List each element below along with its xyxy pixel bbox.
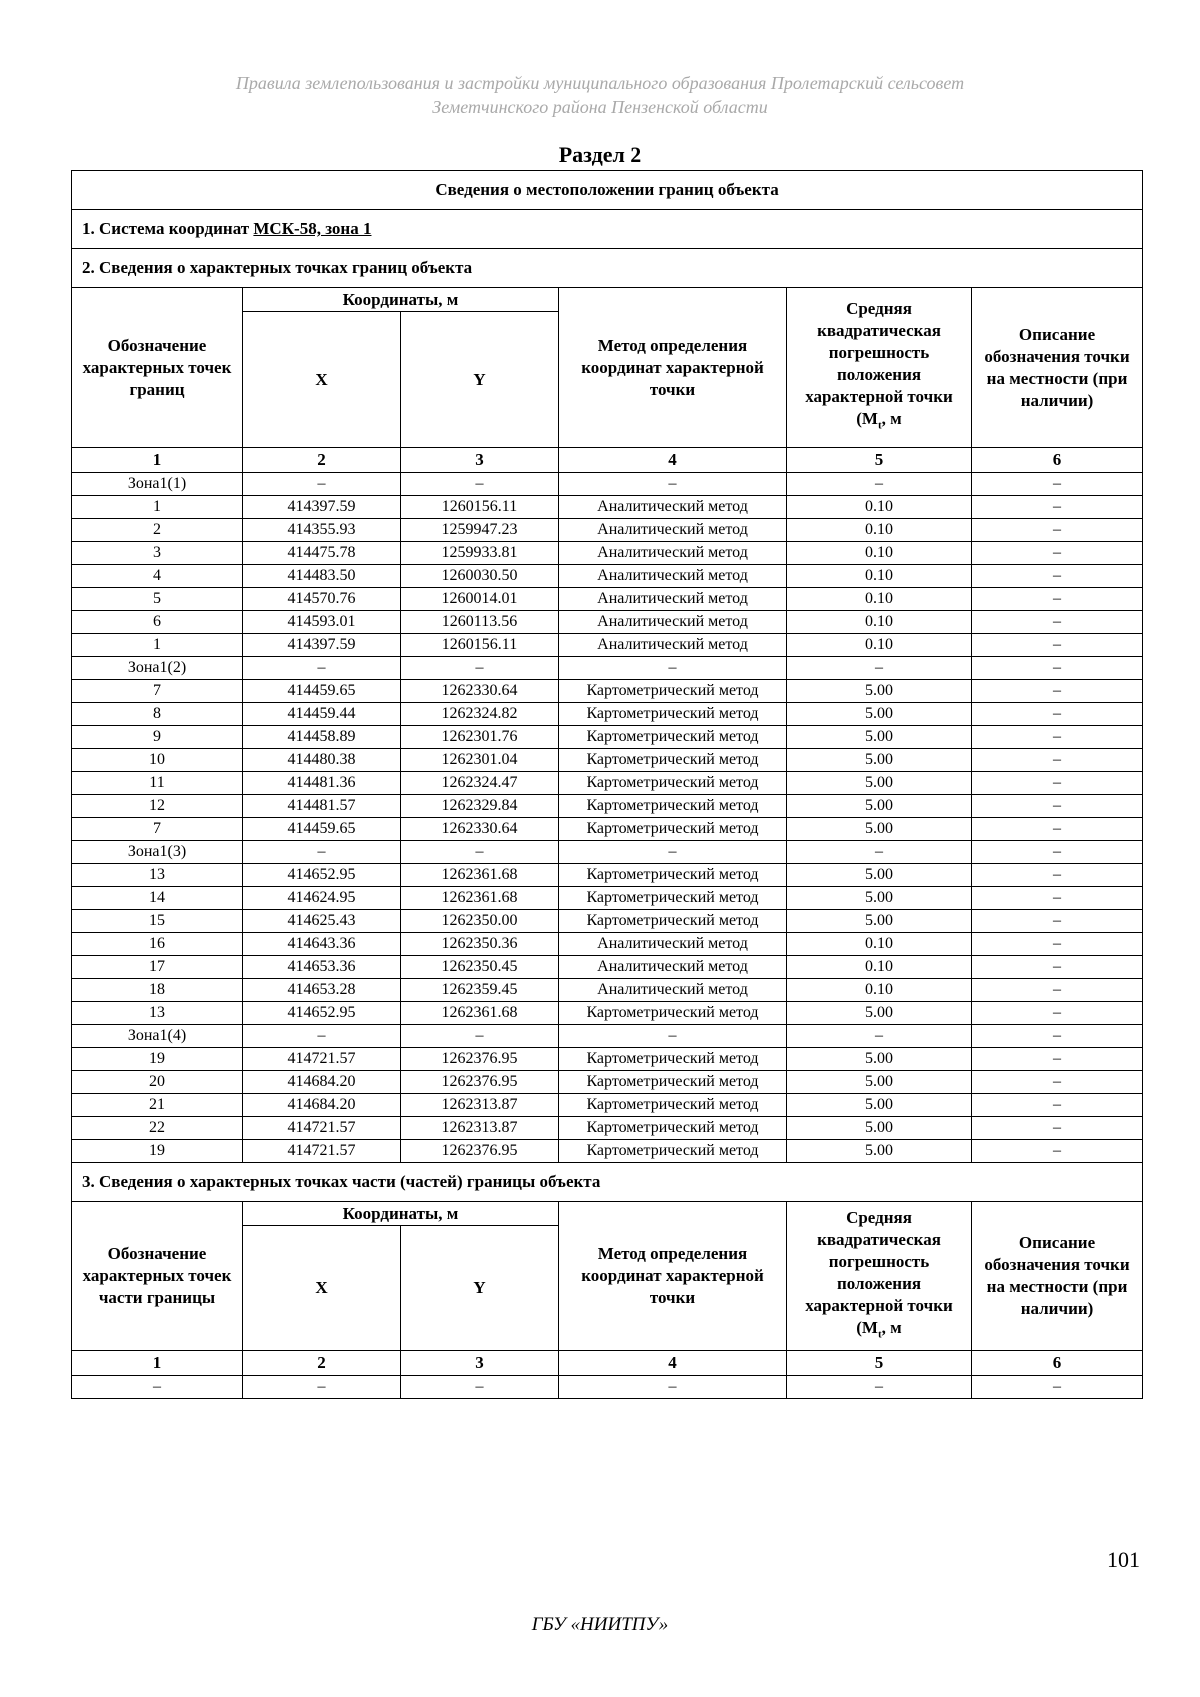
table-row <box>72 588 1143 611</box>
method-cell: Аналитический метод <box>559 634 787 657</box>
table-row <box>72 611 1143 634</box>
parts-point-designation-cell: – <box>72 1376 243 1399</box>
error-cell: 0.10 <box>787 542 972 565</box>
coordinate-system-label: 1. Система координат <box>82 219 250 238</box>
coord-x-cell: – <box>243 841 401 864</box>
method-cell: Картометрический метод <box>559 1002 787 1025</box>
coord-x-cell: 414459.65 <box>243 818 401 841</box>
coord-x-cell: – <box>243 473 401 496</box>
method-cell: – <box>559 473 787 496</box>
point-designation-cell: 20 <box>72 1071 243 1094</box>
error-cell: – <box>787 657 972 680</box>
coord-y-cell: 1262313.87 <box>401 1094 559 1117</box>
point-designation-cell: Зона1(1) <box>72 473 243 496</box>
coord-x-cell: 414483.50 <box>243 565 401 588</box>
point-designation-cell: Зона1(4) <box>72 1025 243 1048</box>
coord-x-cell: 414652.95 <box>243 1002 401 1025</box>
method-cell: Картометрический метод <box>559 726 787 749</box>
error-cell: 0.10 <box>787 611 972 634</box>
coord-y-cell: 1262301.04 <box>401 749 559 772</box>
parts-section-title: 3. Сведения о характерных точках части (частей) границы объекта <box>72 1163 1143 1202</box>
coord-x-cell: 414475.78 <box>243 542 401 565</box>
method-cell: Аналитический метод <box>559 956 787 979</box>
error-cell: 5.00 <box>787 726 972 749</box>
section-title: Раздел 2 <box>558 142 642 167</box>
running-header-line-1: Правила землепользования и застройки муниципального образования Пролетарский сельсовет <box>235 73 965 93</box>
parts-col-number: 5 <box>787 1351 972 1376</box>
coord-y-cell: 1262376.95 <box>401 1140 559 1163</box>
coord-x-cell: 414721.57 <box>243 1140 401 1163</box>
col-header-y: Y <box>401 312 559 448</box>
table-caption: Сведения о местоположении границ объекта <box>72 171 1143 210</box>
point-designation-cell: 13 <box>72 1002 243 1025</box>
coord-x-cell: 414624.95 <box>243 887 401 910</box>
coord-y-cell: 1262313.87 <box>401 1117 559 1140</box>
table-row <box>72 910 1143 933</box>
coord-x-cell: 414459.44 <box>243 703 401 726</box>
point-designation-cell: 2 <box>72 519 243 542</box>
col-header-description: Описание обозначения точки на местности (при наличии) <box>972 288 1143 448</box>
error-cell: 0.10 <box>787 496 972 519</box>
coord-x-cell: 414684.20 <box>243 1071 401 1094</box>
method-cell: Картометрический метод <box>559 1117 787 1140</box>
coord-x-cell: 414481.57 <box>243 795 401 818</box>
table-row <box>72 979 1143 1002</box>
table-row <box>72 1140 1143 1163</box>
table-row <box>72 933 1143 956</box>
coord-x-cell: 414721.57 <box>243 1048 401 1071</box>
point-designation-cell: 18 <box>72 979 243 1002</box>
coord-y-cell: 1259947.23 <box>401 519 559 542</box>
coord-x-cell: 414684.20 <box>243 1094 401 1117</box>
table-row <box>72 1002 1143 1025</box>
error-cell: 5.00 <box>787 1117 972 1140</box>
method-cell: Картометрический метод <box>559 1094 787 1117</box>
coord-y-cell: 1262350.45 <box>401 956 559 979</box>
description-cell: – <box>972 542 1143 565</box>
table-row <box>72 473 1143 496</box>
description-cell: – <box>972 818 1143 841</box>
footer-organization: ГБУ «НИИТПУ» <box>531 1614 669 1635</box>
table-row <box>72 1025 1143 1048</box>
description-cell: – <box>972 772 1143 795</box>
coord-x-cell: 414652.95 <box>243 864 401 887</box>
table-row <box>72 795 1143 818</box>
point-designation-cell: Зона1(2) <box>72 657 243 680</box>
method-cell: Аналитический метод <box>559 565 787 588</box>
method-cell: – <box>559 1025 787 1048</box>
page-number: 101 <box>1107 1547 1140 1572</box>
error-cell: 0.10 <box>787 634 972 657</box>
col-header-x: X <box>243 312 401 448</box>
point-designation-cell: 12 <box>72 795 243 818</box>
method-cell: Картометрический метод <box>559 749 787 772</box>
col-header-designation: Обозначение характерных точек границ <box>72 288 243 448</box>
coord-y-cell: 1262361.68 <box>401 864 559 887</box>
coord-y-cell: 1260156.11 <box>401 634 559 657</box>
coord-y-cell: – <box>401 1025 559 1048</box>
parts-col-header-method: Метод определения координат характерной точки <box>559 1202 787 1351</box>
coord-y-cell: 1259933.81 <box>401 542 559 565</box>
method-cell: Картометрический метод <box>559 1140 787 1163</box>
point-designation-cell: 19 <box>72 1140 243 1163</box>
error-cell: 5.00 <box>787 1094 972 1117</box>
parts-coord-x-cell: – <box>243 1376 401 1399</box>
description-cell: – <box>972 473 1143 496</box>
table-row <box>72 680 1143 703</box>
parts-error-cell: – <box>787 1376 972 1399</box>
coord-x-cell: 414458.89 <box>243 726 401 749</box>
method-cell: – <box>559 657 787 680</box>
col-number: 3 <box>401 448 559 473</box>
running-header-line-2: Земетчинского района Пензенской области <box>432 97 768 117</box>
coord-y-cell: 1262330.64 <box>401 818 559 841</box>
description-cell: – <box>972 703 1143 726</box>
coord-x-cell: – <box>243 657 401 680</box>
error-cell: 5.00 <box>787 680 972 703</box>
method-cell: – <box>559 841 787 864</box>
boundary-coordinates-table <box>71 170 1143 1399</box>
parts-col-header-x: X <box>243 1226 401 1351</box>
error-cell: 0.10 <box>787 588 972 611</box>
description-cell: – <box>972 864 1143 887</box>
table-row <box>72 542 1143 565</box>
coordinate-system-value: МСК-58, зона 1 <box>253 219 372 238</box>
table-row <box>72 565 1143 588</box>
coord-y-cell: 1262350.00 <box>401 910 559 933</box>
coord-y-cell: 1262359.45 <box>401 979 559 1002</box>
point-designation-cell: Зона1(3) <box>72 841 243 864</box>
point-designation-cell: 7 <box>72 818 243 841</box>
description-cell: – <box>972 1094 1143 1117</box>
coord-y-cell: 1262376.95 <box>401 1071 559 1094</box>
coord-y-cell: 1262376.95 <box>401 1048 559 1071</box>
method-cell: Аналитический метод <box>559 933 787 956</box>
coord-x-cell: 414593.01 <box>243 611 401 634</box>
coord-x-cell: 414480.38 <box>243 749 401 772</box>
error-cell: 5.00 <box>787 772 972 795</box>
parts-table-row <box>72 1376 1143 1399</box>
error-cell: 0.10 <box>787 519 972 542</box>
description-cell: – <box>972 1048 1143 1071</box>
table-row <box>72 1071 1143 1094</box>
description-cell: – <box>972 519 1143 542</box>
description-cell: – <box>972 634 1143 657</box>
error-cell: 0.10 <box>787 979 972 1002</box>
coord-y-cell: 1262324.47 <box>401 772 559 795</box>
method-cell: Аналитический метод <box>559 519 787 542</box>
coord-y-cell: 1260014.01 <box>401 588 559 611</box>
coord-x-cell: 414570.76 <box>243 588 401 611</box>
error-cell: 5.00 <box>787 703 972 726</box>
col-number: 1 <box>72 448 243 473</box>
point-designation-cell: 1 <box>72 634 243 657</box>
description-cell: – <box>972 496 1143 519</box>
description-cell: – <box>972 956 1143 979</box>
point-designation-cell: 10 <box>72 749 243 772</box>
description-cell: – <box>972 749 1143 772</box>
point-designation-cell: 13 <box>72 864 243 887</box>
coord-y-cell: 1262350.36 <box>401 933 559 956</box>
description-cell: – <box>972 657 1143 680</box>
coord-y-cell: 1260113.56 <box>401 611 559 634</box>
parts-col-number: 2 <box>243 1351 401 1376</box>
error-cell: 5.00 <box>787 818 972 841</box>
parts-col-header-description: Описание обозначения точки на местности (при наличии) <box>972 1202 1143 1351</box>
table-row <box>72 772 1143 795</box>
point-designation-cell: 8 <box>72 703 243 726</box>
error-cell: 5.00 <box>787 910 972 933</box>
description-cell: – <box>972 1071 1143 1094</box>
coord-x-cell: 414459.65 <box>243 680 401 703</box>
description-cell: – <box>972 1117 1143 1140</box>
error-cell: 5.00 <box>787 1140 972 1163</box>
points-section-title: 2. Сведения о характерных точках границ объекта <box>72 249 1143 288</box>
table-row <box>72 956 1143 979</box>
method-cell: Картометрический метод <box>559 703 787 726</box>
coord-y-cell: – <box>401 841 559 864</box>
coord-y-cell: – <box>401 657 559 680</box>
error-cell: – <box>787 473 972 496</box>
method-cell: Картометрический метод <box>559 1071 787 1094</box>
table-row <box>72 726 1143 749</box>
table-row <box>72 864 1143 887</box>
method-cell: Картометрический метод <box>559 795 787 818</box>
parts-coord-y-cell: – <box>401 1376 559 1399</box>
point-designation-cell: 1 <box>72 496 243 519</box>
coord-x-cell: 414397.59 <box>243 496 401 519</box>
parts-col-header-coords-group: Координаты, м <box>243 1202 559 1226</box>
error-cell: 5.00 <box>787 749 972 772</box>
parts-col-number: 4 <box>559 1351 787 1376</box>
coord-x-cell: 414481.36 <box>243 772 401 795</box>
point-designation-cell: 17 <box>72 956 243 979</box>
description-cell: – <box>972 1002 1143 1025</box>
point-designation-cell: 7 <box>72 680 243 703</box>
description-cell: – <box>972 611 1143 634</box>
method-cell: Аналитический метод <box>559 611 787 634</box>
point-designation-cell: 5 <box>72 588 243 611</box>
col-header-method: Метод определения координат характерной точки <box>559 288 787 448</box>
point-designation-cell: 15 <box>72 910 243 933</box>
coord-y-cell: 1262301.76 <box>401 726 559 749</box>
col-number: 6 <box>972 448 1143 473</box>
coord-y-cell: 1262361.68 <box>401 1002 559 1025</box>
method-cell: Картометрический метод <box>559 887 787 910</box>
col-number: 4 <box>559 448 787 473</box>
error-cell: 5.00 <box>787 1002 972 1025</box>
table-row <box>72 657 1143 680</box>
coord-y-cell: 1260030.50 <box>401 565 559 588</box>
table-row <box>72 496 1143 519</box>
col-number: 5 <box>787 448 972 473</box>
error-cell: 5.00 <box>787 1071 972 1094</box>
table-row <box>72 841 1143 864</box>
description-cell: – <box>972 910 1143 933</box>
parts-method-cell: – <box>559 1376 787 1399</box>
coordinate-system-row <box>72 210 1143 249</box>
method-cell: Аналитический метод <box>559 588 787 611</box>
point-designation-cell: 11 <box>72 772 243 795</box>
description-cell: – <box>972 588 1143 611</box>
coord-x-cell: 414653.28 <box>243 979 401 1002</box>
point-designation-cell: 16 <box>72 933 243 956</box>
coord-x-cell: 414355.93 <box>243 519 401 542</box>
coord-x-cell: 414653.36 <box>243 956 401 979</box>
description-cell: – <box>972 680 1143 703</box>
parts-col-header-designation: Обозначение характерных точек части границы <box>72 1202 243 1351</box>
coord-x-cell: 414721.57 <box>243 1117 401 1140</box>
coord-x-cell: – <box>243 1025 401 1048</box>
parts-col-header-error: Средняя квадратическая погрешность положения характерной точки ($M_t$, м <box>787 1202 972 1351</box>
error-cell: 0.10 <box>787 565 972 588</box>
point-designation-cell: 19 <box>72 1048 243 1071</box>
description-cell: – <box>972 1025 1143 1048</box>
coord-y-cell: 1262361.68 <box>401 887 559 910</box>
error-cell: 0.10 <box>787 933 972 956</box>
error-cell: 5.00 <box>787 887 972 910</box>
error-cell: 5.00 <box>787 795 972 818</box>
col-header-error: Средняя квадратическая погрешность положения характерной точки ($M_t$, м <box>787 288 972 448</box>
parts-col-number: 6 <box>972 1351 1143 1376</box>
method-cell: Картометрический метод <box>559 818 787 841</box>
coord-x-cell: 414643.36 <box>243 933 401 956</box>
table-row <box>72 703 1143 726</box>
point-designation-cell: 9 <box>72 726 243 749</box>
table-row <box>72 519 1143 542</box>
method-cell: Картометрический метод <box>559 772 787 795</box>
method-cell: Картометрический метод <box>559 864 787 887</box>
coord-y-cell: – <box>401 473 559 496</box>
coord-y-cell: 1262324.82 <box>401 703 559 726</box>
description-cell: – <box>972 795 1143 818</box>
parts-col-number: 3 <box>401 1351 559 1376</box>
coord-x-cell: 414397.59 <box>243 634 401 657</box>
col-number: 2 <box>243 448 401 473</box>
point-designation-cell: 22 <box>72 1117 243 1140</box>
method-cell: Картометрический метод <box>559 910 787 933</box>
table-row <box>72 818 1143 841</box>
error-cell: 5.00 <box>787 1048 972 1071</box>
table-row <box>72 887 1143 910</box>
point-designation-cell: 14 <box>72 887 243 910</box>
point-designation-cell: 6 <box>72 611 243 634</box>
error-cell: – <box>787 1025 972 1048</box>
error-cell: 0.10 <box>787 956 972 979</box>
coord-y-cell: 1260156.11 <box>401 496 559 519</box>
point-designation-cell: 3 <box>72 542 243 565</box>
error-cell: 5.00 <box>787 864 972 887</box>
table-row <box>72 1117 1143 1140</box>
col-header-coords-group: Координаты, м <box>243 288 559 312</box>
table-row <box>72 1048 1143 1071</box>
table-row <box>72 634 1143 657</box>
error-cell: – <box>787 841 972 864</box>
table-row <box>72 1094 1143 1117</box>
method-cell: Картометрический метод <box>559 1048 787 1071</box>
description-cell: – <box>972 726 1143 749</box>
description-cell: – <box>972 841 1143 864</box>
parts-description-cell: – <box>972 1376 1143 1399</box>
coord-y-cell: 1262330.64 <box>401 680 559 703</box>
table-row <box>72 749 1143 772</box>
method-cell: Картометрический метод <box>559 680 787 703</box>
coord-x-cell: 414625.43 <box>243 910 401 933</box>
point-designation-cell: 21 <box>72 1094 243 1117</box>
description-cell: – <box>972 565 1143 588</box>
description-cell: – <box>972 979 1143 1002</box>
method-cell: Аналитический метод <box>559 542 787 565</box>
coord-y-cell: 1262329.84 <box>401 795 559 818</box>
description-cell: – <box>972 1140 1143 1163</box>
method-cell: Аналитический метод <box>559 979 787 1002</box>
method-cell: Аналитический метод <box>559 496 787 519</box>
parts-col-number: 1 <box>72 1351 243 1376</box>
point-designation-cell: 4 <box>72 565 243 588</box>
description-cell: – <box>972 887 1143 910</box>
description-cell: – <box>972 933 1143 956</box>
parts-col-header-y: Y <box>401 1226 559 1351</box>
